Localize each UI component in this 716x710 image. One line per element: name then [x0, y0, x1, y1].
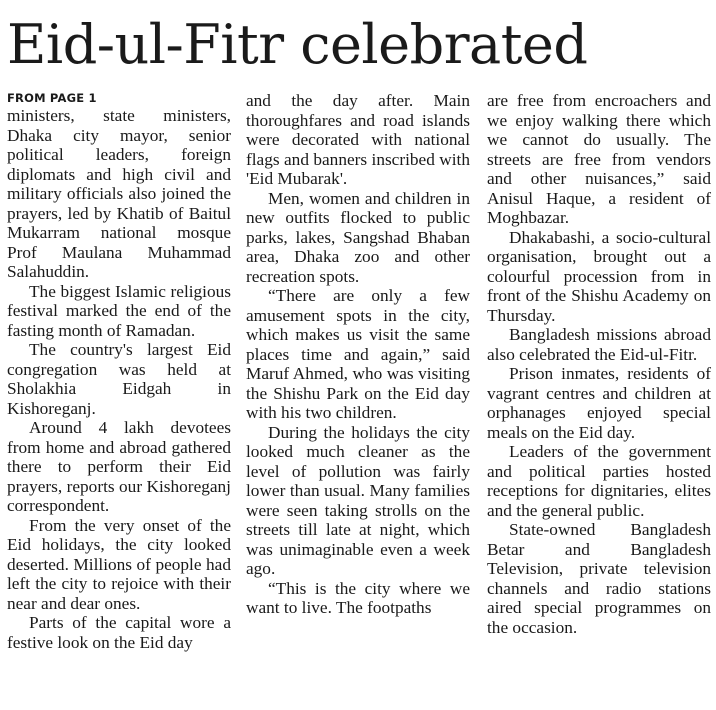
paragraph: Men, women and children in new outfits flocked to public parks, lakes, Sangshad Bhaban area, Dhaka zoo and other recreation spots. — [246, 188, 470, 286]
paragraph: Prison inmates, residents of vagrant centres and children at orphanages enjoyed special meals on the Eid day. — [487, 364, 711, 442]
paragraph: Leaders of the government and political parties hosted receptions for dignitaries, elites and the general public. — [487, 442, 711, 520]
article-column-3 — [487, 91, 711, 637]
continued-from-label: FROM PAGE 1 — [7, 91, 97, 105]
paragraph: and the day after. Main thoroughfares and road islands were decorated with national flags and banners inscribed with 'Eid Mubarak'. — [246, 91, 470, 188]
article-column-1 — [7, 91, 231, 652]
paragraph: From the very onset of the Eid holidays, the city looked deserted. Millions of people had left the city to rejoice with their near and dear ones. — [7, 515, 231, 613]
paragraph: During the holidays the city looked much cleaner as the level of pollution was fairly lower than usual. Many families were seen taking strolls on the streets till late at night, which was unimaginable even a week ago. — [246, 422, 470, 578]
paragraph: “This is the city where we want to live. The footpaths — [246, 578, 470, 617]
paragraph: ministers, state ministers, Dhaka city mayor, senior political leaders, foreign diplomats and high civil and military officials also joined the prayers, led by Khatib of Baitul Mukarram national mosque Prof Maulana Muhammad Salahuddin. — [7, 106, 231, 281]
paragraph: Bangladesh missions abroad also celebrated the Eid-ul-Fitr. — [487, 325, 711, 364]
paragraph: State-owned Bangladesh Betar and Bangladesh Television, private television channels and radio stations aired special programmes on the occasion. — [487, 520, 711, 637]
paragraph: The biggest Islamic religious festival marked the end of the fasting month of Ramadan. — [7, 281, 231, 340]
article-column-2 — [246, 91, 470, 618]
paragraph: The country's largest Eid congregation was held at Sholakhia Eidgah in Kishoreganj. — [7, 340, 231, 418]
paragraph: Dhakabashi, a socio-cultural organisation, brought out a colourful procession from in front of the Shishu Academy on Thursday. — [487, 227, 711, 325]
paragraph: are free from encroachers and we enjoy walking there which we cannot do usually. The streets are free from vendors and other nuisances,” said Anisul Haque, a resident of Moghbazar. — [487, 91, 711, 227]
article-headline: Eid-ul-Fitr celebrated — [7, 13, 588, 76]
paragraph: Around 4 lakh devotees from home and abroad gathered there to perform their Eid prayers, reports our Kishoreganj correspondent. — [7, 418, 231, 515]
paragraph: Parts of the capital wore a festive look on the Eid day — [7, 613, 231, 652]
paragraph: “There are only a few amusement spots in the city, which makes us visit the same places time and again,” said Maruf Ahmed, who was visiting the Shishu Park on the Eid day with his two children. — [246, 286, 470, 422]
